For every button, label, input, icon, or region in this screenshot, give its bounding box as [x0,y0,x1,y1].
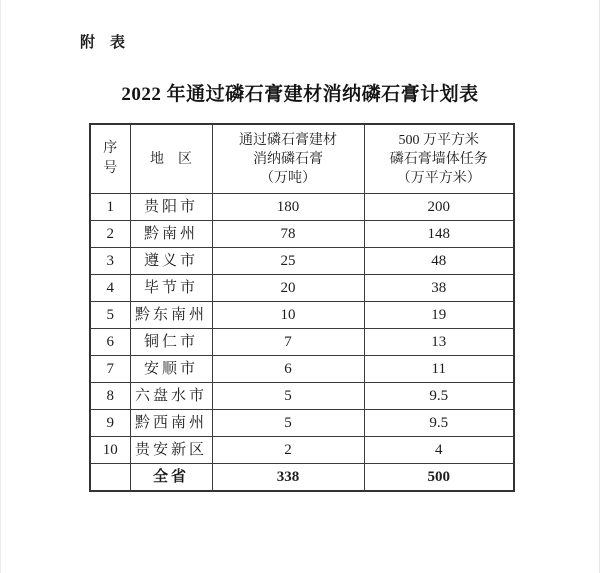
header-consumption-line2: 消纳磷石膏 [253,151,323,167]
region-cell: 毕节市 [130,275,212,302]
region-cell: 六盘水市 [130,383,212,410]
header-wall-task-line1: 500 万平方米 [398,132,479,148]
header-wall-task [364,124,514,194]
wall-cell-total: 500 [364,464,514,492]
table-row [90,437,514,464]
region-cell: 黔东南州 [130,302,212,329]
table-row [90,410,514,437]
consume-cell: 7 [212,329,364,356]
header-consumption-line3: （万吨） [260,170,316,186]
table-row [90,221,514,248]
wall-cell: 38 [364,275,514,302]
serial-cell: 1 [90,194,130,221]
consume-cell: 20 [212,275,364,302]
region-cell: 黔南州 [130,221,212,248]
serial-cell: 5 [90,302,130,329]
consume-cell: 10 [212,302,364,329]
consume-cell: 180 [212,194,364,221]
serial-cell: 6 [90,329,130,356]
region-cell: 黔西南州 [130,410,212,437]
wall-cell: 4 [364,437,514,464]
wall-cell: 9.5 [364,410,514,437]
header-serial-number [90,124,130,194]
table-total-row [90,464,514,492]
table-row [90,194,514,221]
serial-cell: 7 [90,356,130,383]
serial-cell: 4 [90,275,130,302]
serial-cell: 8 [90,383,130,410]
consume-cell: 25 [212,248,364,275]
table-row [90,329,514,356]
region-cell-total: 全省 [130,464,212,492]
table-row [90,275,514,302]
serial-cell: 2 [90,221,130,248]
serial-cell: 10 [90,437,130,464]
region-cell: 遵义市 [130,248,212,275]
consume-cell-total: 338 [212,464,364,492]
wall-cell: 13 [364,329,514,356]
consume-cell: 2 [212,437,364,464]
wall-cell: 148 [364,221,514,248]
header-consumption [212,124,364,194]
wall-cell: 48 [364,248,514,275]
consume-cell: 6 [212,356,364,383]
phosphogypsum-plan-table [89,123,515,492]
appendix-label: 附 表 [80,35,126,51]
header-consumption-line1: 通过磷石膏建材 [239,132,337,148]
consume-cell: 5 [212,383,364,410]
page-title: 2022 年通过磷石膏建材消纳磷石膏计划表 [121,84,479,105]
header-region: 地 区 [130,124,212,194]
region-cell: 贵安新区 [130,437,212,464]
table-row [90,302,514,329]
serial-cell: 3 [90,248,130,275]
region-cell: 贵阳市 [130,194,212,221]
region-cell: 安顺市 [130,356,212,383]
header-serial-number-label: 序号 [103,141,118,176]
wall-cell: 9.5 [364,383,514,410]
table-row [90,248,514,275]
wall-cell: 200 [364,194,514,221]
region-cell: 铜仁市 [130,329,212,356]
header-wall-task-line2: 磷石膏墙体任务 [389,151,488,167]
table-header-row [90,124,514,194]
consume-cell: 78 [212,221,364,248]
consume-cell: 5 [212,410,364,437]
table-row [90,383,514,410]
header-wall-task-line3: （万平方米） [396,170,481,186]
serial-cell: 9 [90,410,130,437]
wall-cell: 19 [364,302,514,329]
wall-cell: 11 [364,356,514,383]
serial-cell [90,464,130,492]
table-row [90,356,514,383]
